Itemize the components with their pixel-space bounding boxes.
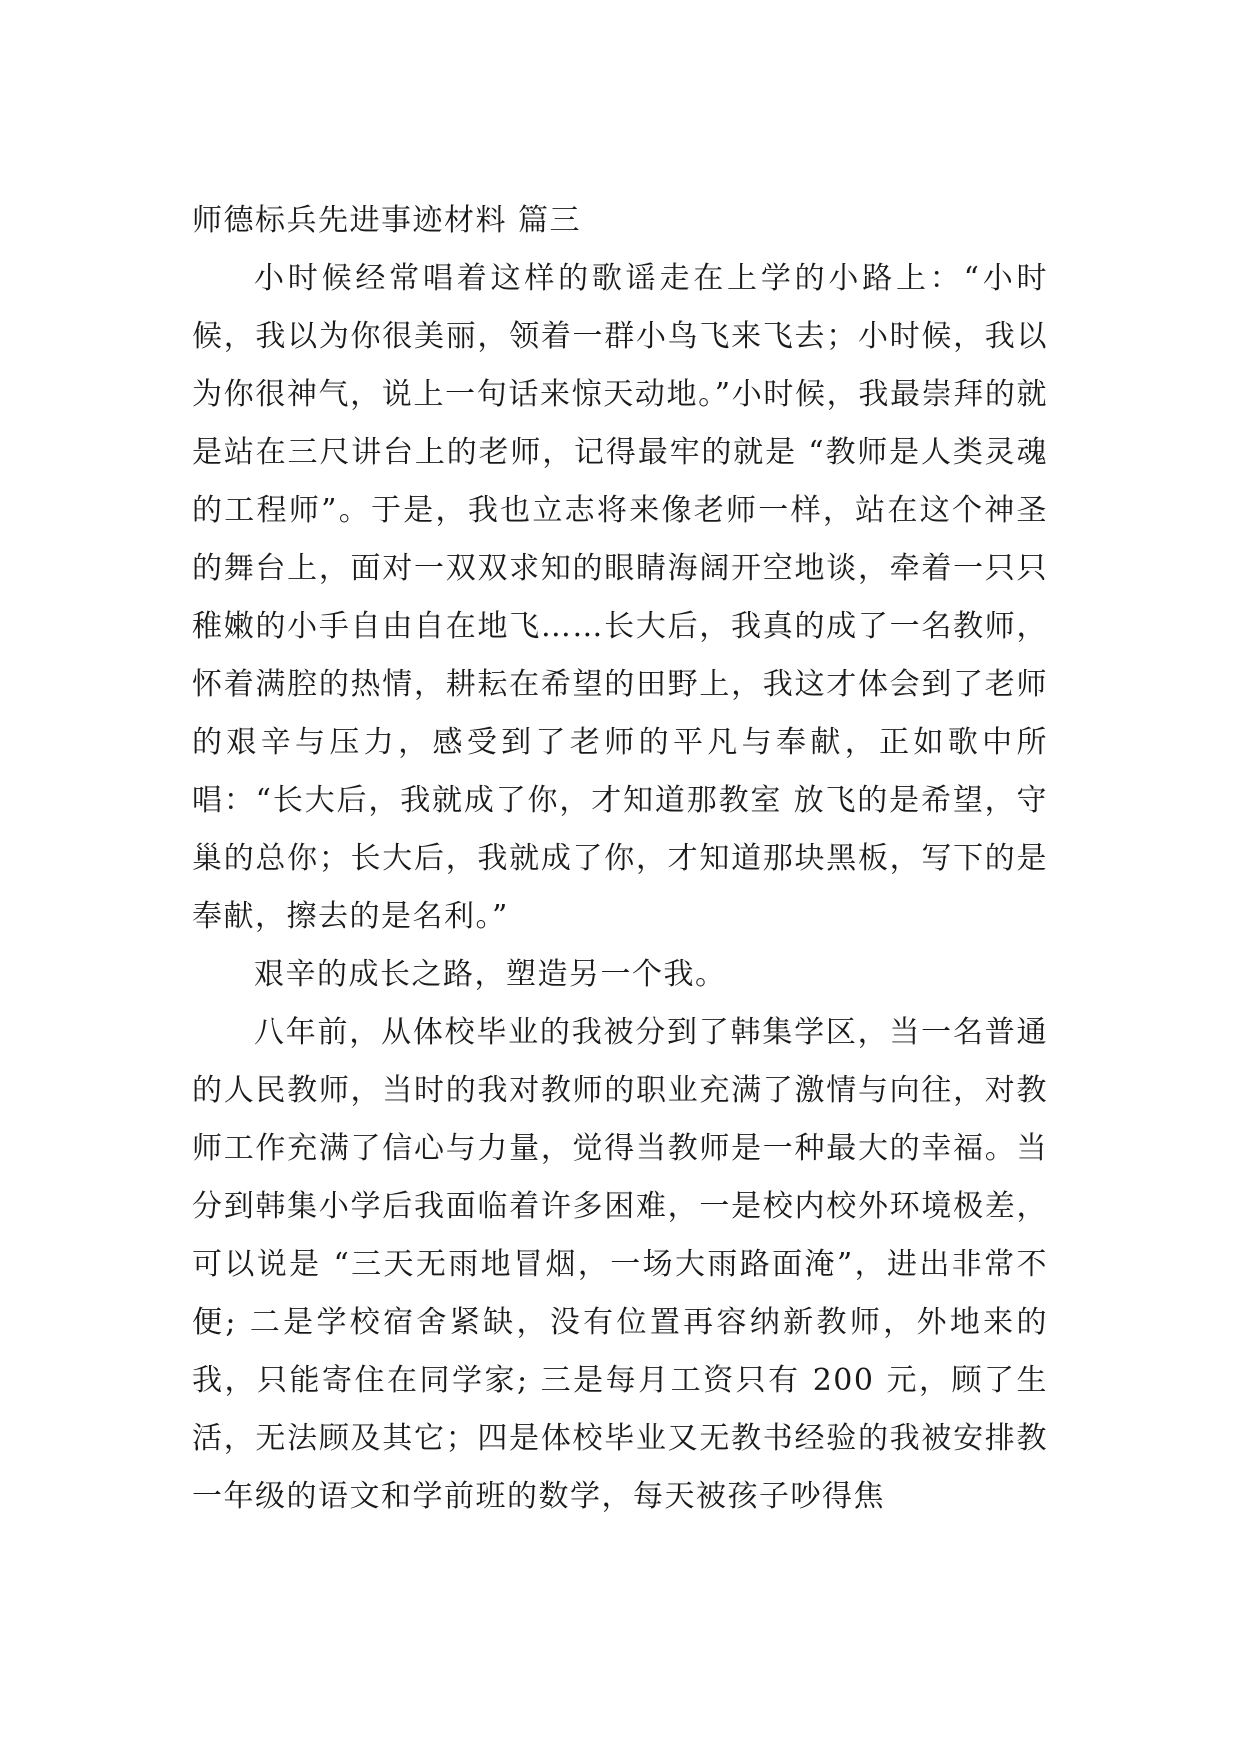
paragraph-growth: 艰辛的成长之路，塑造另一个我。 [254, 957, 727, 992]
document-body [192, 192, 1048, 1526]
paragraph-childhood: 小时候经常唱着这样的歌谣走在上学的小路上：“小时候，我以为你很美丽，领着一群小鸟飞来飞去；小时候，我以为你很神气，说上一句话来惊天动地。”小时候，我最崇拜的就是站在三尺讲台上的老师，记得最牢的就是 “教师是人类灵魂的工程师”。于是，我也立志将来像老师一样，站在这个神圣的舞台上，面对一双双求知的眼睛海阔开空地谈，牵着一只只稚嫩的小手自由自在地飞……长大后，我真的成了一名教师，怀着满腔的热情，耕耘在希望的田野上，我这才体会到了老师的艰辛与压力，感受到了老师的平凡与奉献，正如歌中所唱：“长大后，我就成了你，才知道那教室 放飞的是希望，守巢的总你；长大后，我就成了你，才知道那块黑板，写下的是奉献，擦去的是名利。” [192, 261, 1048, 934]
document-title: 师德标兵先进事迹材料 篇三 [192, 203, 582, 238]
paragraph-eight-years-ago: 八年前，从体校毕业的我被分到了韩集学区，当一名普通的人民教师，当时的我对教师的职业充满了激情与向往，对教师工作充满了信心与力量，觉得当教师是一种最大的幸福。当分到韩集小学后我面临着许多困难，一是校内校外环境极差，可以说是 “三天无雨地冒烟，一场大雨路面淹”，进出非常不便; 二是学校宿舍紧缺，没有位置再容纳新教师，外地来的我，只能寄住在同学家; 三是每月工资只有 200 元，顾了生活，无法顾及其它；四是体校毕业又无教书经验的我被安排教一年级的语文和学前班的数学，每天被孩子吵得焦 [192, 1015, 1048, 1514]
